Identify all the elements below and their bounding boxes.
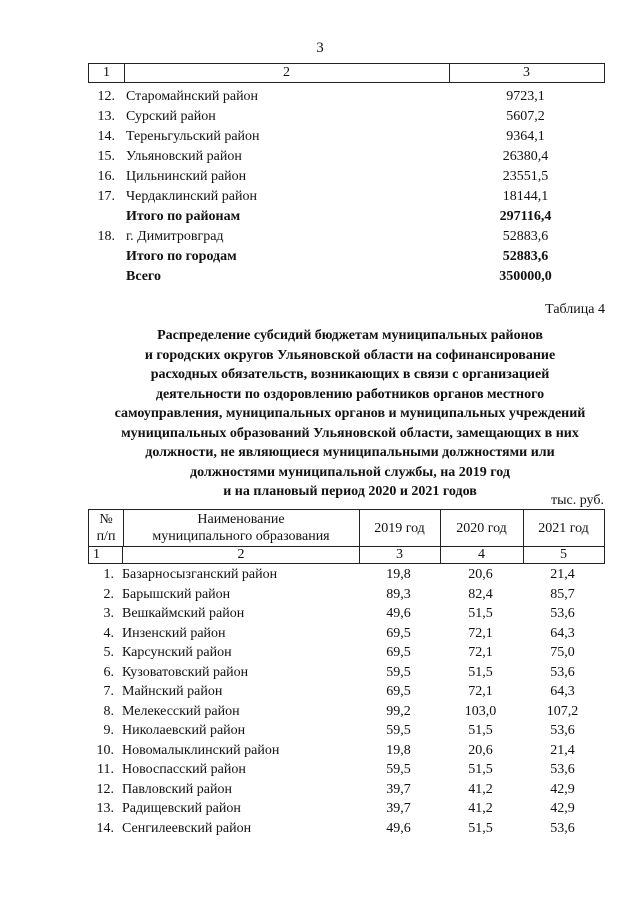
value-2021: 21,4 bbox=[550, 742, 575, 758]
table-row bbox=[88, 127, 605, 147]
value-2019: 99,2 bbox=[386, 703, 411, 719]
title-line: самоуправления, муниципальных органов и муниципальных учреждений bbox=[114, 406, 586, 421]
value-2019: 49,6 bbox=[386, 606, 411, 621]
value-2021: 64,3 bbox=[550, 625, 575, 641]
table-title bbox=[90, 326, 610, 502]
row-value: 297116,4 bbox=[499, 209, 552, 224]
value-2020: 51,5 bbox=[468, 664, 493, 680]
row-name: Новомалыклинский район bbox=[122, 742, 280, 758]
table-row bbox=[88, 604, 605, 624]
table-row bbox=[88, 780, 605, 800]
row-name: Николаевский район bbox=[122, 723, 246, 738]
value-2021: 53,6 bbox=[550, 820, 575, 836]
table-row bbox=[88, 107, 605, 127]
row-number: 6. bbox=[103, 664, 114, 680]
title-line: и городских округов Ульяновской области на софинансирование bbox=[144, 347, 556, 363]
value-2019: 49,6 bbox=[386, 820, 411, 836]
value-2020: 51,5 bbox=[468, 762, 493, 777]
title-line: должностями муниципальной службы, на 2019 год bbox=[190, 464, 510, 480]
row-name: Базарносызганский район bbox=[122, 567, 278, 582]
table-row bbox=[88, 227, 605, 247]
row-number: 3. bbox=[103, 606, 114, 621]
value-2019: 59,5 bbox=[386, 723, 411, 738]
title-line: деятельности по оздоровлению работников органов местного bbox=[155, 386, 545, 402]
row-name: Чердаклинский район bbox=[126, 189, 257, 204]
value-2019: 59,5 bbox=[386, 762, 411, 777]
table4-header bbox=[88, 509, 605, 547]
row-number: 16. bbox=[97, 169, 115, 184]
row-number: 5. bbox=[103, 645, 114, 660]
table1-header-col2: 2 bbox=[124, 64, 450, 82]
table-caption: Таблица 4 bbox=[545, 302, 605, 317]
header-name-line2: муниципального образования bbox=[152, 529, 330, 544]
row-name: Итого по районам bbox=[126, 209, 241, 224]
row-number: 14. bbox=[97, 129, 115, 144]
table-row bbox=[88, 819, 605, 839]
value-2020: 51,5 bbox=[468, 723, 493, 738]
row-name: Сурский район bbox=[126, 109, 216, 124]
row-number: 13. bbox=[96, 801, 114, 816]
table-row bbox=[88, 741, 605, 761]
row-name: Новоспасский район bbox=[122, 762, 246, 777]
table-row bbox=[88, 565, 605, 585]
row-value: 5607,2 bbox=[506, 109, 545, 124]
value-2019: 39,7 bbox=[386, 801, 411, 816]
row-value: 23551,5 bbox=[502, 169, 549, 184]
row-number: 2. bbox=[103, 586, 114, 602]
row-name: Ульяновский район bbox=[126, 149, 242, 164]
row-name: Инзенский район bbox=[122, 625, 226, 641]
table-row bbox=[88, 760, 605, 780]
value-2020: 72,1 bbox=[468, 684, 493, 699]
table1-header-col1: 1 bbox=[89, 64, 125, 82]
row-name: Мелекесский район bbox=[122, 703, 240, 719]
row-number: 12. bbox=[97, 89, 115, 104]
value-2019: 19,8 bbox=[386, 567, 411, 582]
table1-header-col3: 3 bbox=[523, 65, 530, 80]
value-2020: 82,4 bbox=[468, 586, 493, 602]
row-number: 7. bbox=[103, 684, 114, 699]
row-name: Вешкаймский район bbox=[122, 606, 245, 621]
value-2021: 42,9 bbox=[550, 781, 575, 797]
title-line: расходных обязательств, возникающих в связи с организацией bbox=[150, 367, 550, 382]
value-2020: 103,0 bbox=[464, 703, 497, 719]
row-value: 26380,4 bbox=[502, 149, 549, 164]
table1-header bbox=[88, 63, 605, 83]
value-2021: 42,9 bbox=[550, 801, 575, 816]
row-number: 1. bbox=[103, 567, 114, 582]
value-2019: 19,8 bbox=[386, 742, 411, 758]
row-number: 12. bbox=[96, 781, 114, 797]
value-2019: 69,5 bbox=[386, 625, 411, 641]
row-value: 9723,1 bbox=[506, 89, 545, 104]
table-row bbox=[88, 247, 605, 267]
header-num bbox=[89, 510, 124, 546]
table-row bbox=[88, 624, 605, 644]
row-value: 18144,1 bbox=[502, 189, 549, 204]
row-name: Всего bbox=[126, 269, 161, 284]
row-value: 52883,6 bbox=[502, 229, 549, 244]
page-number: 3 bbox=[316, 40, 324, 56]
value-2021: 75,0 bbox=[550, 645, 575, 660]
value-2019: 69,5 bbox=[386, 684, 411, 699]
value-2020: 72,1 bbox=[468, 625, 493, 641]
value-2021: 64,3 bbox=[550, 684, 575, 699]
table-row bbox=[88, 147, 605, 167]
value-2019: 89,3 bbox=[386, 586, 411, 602]
table-row bbox=[88, 585, 605, 605]
row-name: Радищевский район bbox=[122, 801, 241, 816]
value-2020: 72,1 bbox=[468, 645, 493, 660]
table-row bbox=[88, 682, 605, 702]
table-row bbox=[88, 663, 605, 683]
row-number: 9. bbox=[103, 723, 114, 738]
table-row bbox=[88, 643, 605, 663]
value-2021: 85,7 bbox=[550, 586, 575, 602]
header-2020: 2020 год bbox=[440, 510, 524, 546]
header-name bbox=[123, 510, 360, 546]
col-number: 1 bbox=[89, 547, 123, 563]
row-value: 52883,6 bbox=[502, 249, 549, 264]
table-row bbox=[88, 267, 605, 287]
value-2019: 69,5 bbox=[386, 645, 411, 660]
table-row bbox=[88, 721, 605, 741]
col-number: 3 bbox=[359, 547, 441, 563]
row-name: г. Димитровград bbox=[126, 229, 224, 244]
value-2021: 53,6 bbox=[550, 723, 575, 738]
row-name: Тереньгульский район bbox=[126, 129, 260, 144]
row-number: 11. bbox=[97, 762, 114, 777]
value-2020: 51,5 bbox=[468, 820, 493, 836]
header-num-line1: № bbox=[99, 512, 113, 527]
header-2021: 2021 год bbox=[538, 520, 589, 536]
row-name: Кузоватовский район bbox=[122, 664, 249, 680]
row-name: Майнский район bbox=[122, 684, 223, 699]
row-number: 15. bbox=[97, 149, 115, 164]
row-name: Павловский район bbox=[122, 781, 232, 797]
table-row bbox=[88, 799, 605, 819]
table-row bbox=[88, 187, 605, 207]
col-number: 4 bbox=[440, 547, 524, 563]
title-line: должности, не являющиеся муниципальными должностями или bbox=[145, 445, 555, 460]
row-name: Старомайнский район bbox=[126, 89, 259, 104]
value-2021: 21,4 bbox=[550, 567, 575, 582]
value-2020: 20,6 bbox=[468, 742, 493, 758]
title-line: муниципальных образований Ульяновской области, замещающих в них bbox=[121, 425, 579, 441]
value-2019: 39,7 bbox=[386, 781, 411, 797]
value-2020: 51,5 bbox=[468, 606, 493, 621]
table-row bbox=[88, 167, 605, 187]
unit-label: тыс. руб. bbox=[551, 493, 604, 508]
row-name: Карсунский район bbox=[122, 645, 232, 660]
row-value: 350000,0 bbox=[499, 269, 552, 284]
value-2020: 41,2 bbox=[468, 781, 493, 797]
row-name: Цильнинский район bbox=[126, 169, 247, 184]
row-name: Сенгилеевский район bbox=[122, 820, 252, 836]
title-line: и на плановый период 2020 и 2021 годов bbox=[223, 484, 477, 499]
value-2021: 107,2 bbox=[546, 703, 579, 719]
row-number: 14. bbox=[96, 820, 114, 836]
value-2020: 20,6 bbox=[468, 567, 493, 582]
table-row bbox=[88, 87, 605, 107]
header-name-line1: Наименование bbox=[197, 512, 285, 527]
row-number: 4. bbox=[103, 625, 114, 641]
col-number: 2 bbox=[123, 547, 360, 563]
col-number: 5 bbox=[560, 547, 567, 562]
value-2020: 41,2 bbox=[468, 801, 493, 816]
row-name: Барышский район bbox=[122, 586, 231, 602]
value-2021: 53,6 bbox=[550, 606, 575, 621]
row-number: 10. bbox=[96, 742, 114, 758]
title-line: Распределение субсидий бюджетам муниципальных районов bbox=[157, 328, 543, 343]
row-number: 18. bbox=[97, 229, 115, 244]
row-number: 8. bbox=[103, 703, 114, 719]
value-2019: 59,5 bbox=[386, 664, 411, 680]
table4-column-numbers bbox=[88, 546, 605, 564]
row-name: Итого по городам bbox=[126, 249, 237, 264]
row-value: 9364,1 bbox=[506, 129, 545, 144]
header-num-line2: п/п bbox=[96, 529, 116, 544]
row-number: 17. bbox=[97, 189, 115, 204]
table-row bbox=[88, 702, 605, 722]
header-2019: 2019 год bbox=[359, 510, 441, 546]
row-number: 13. bbox=[97, 109, 115, 124]
table-row bbox=[88, 207, 605, 227]
value-2021: 53,6 bbox=[550, 762, 575, 777]
value-2021: 53,6 bbox=[550, 664, 575, 680]
